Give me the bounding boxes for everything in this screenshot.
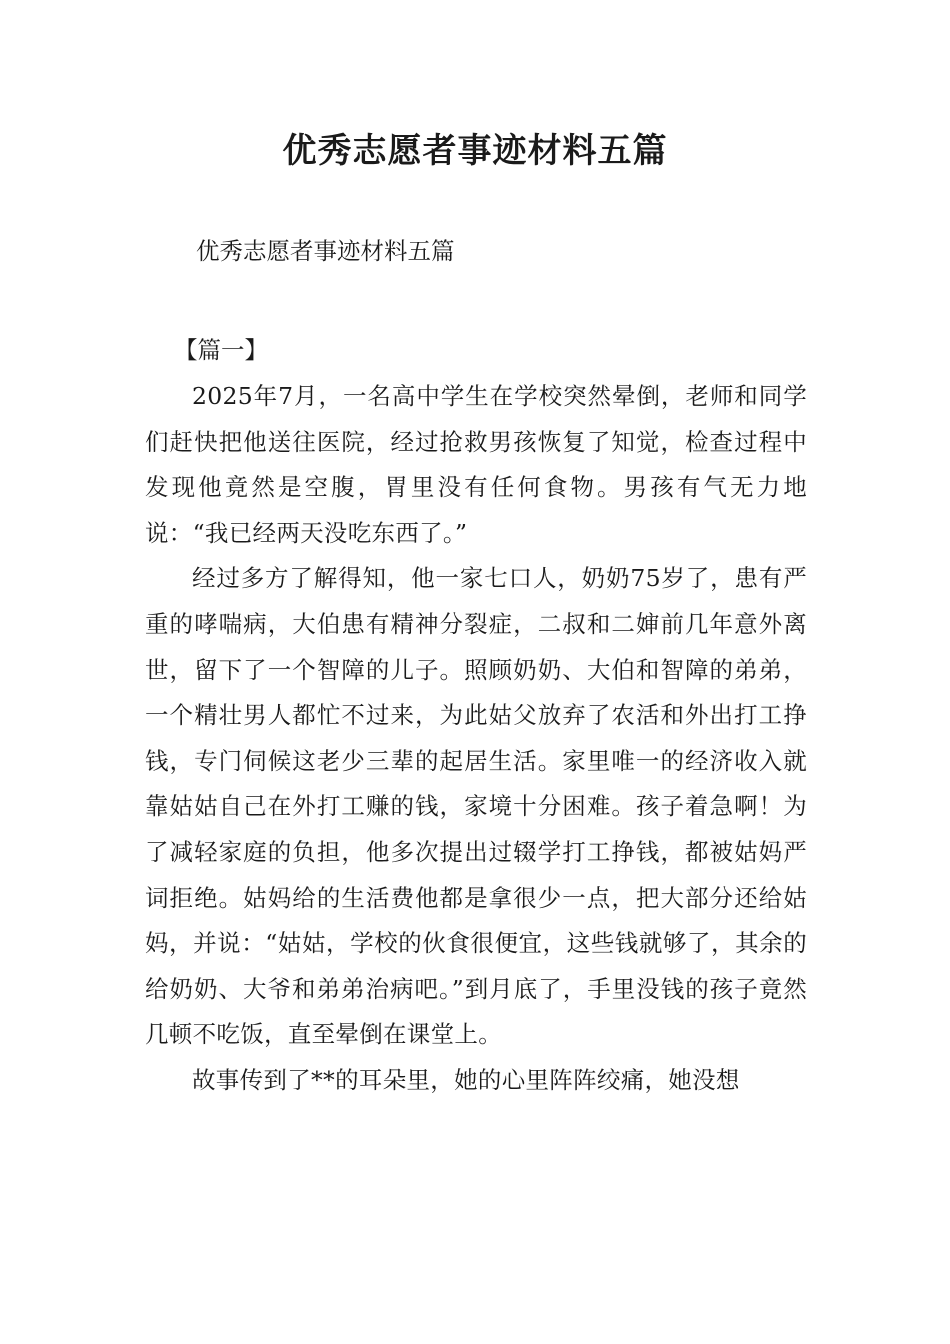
paragraph-2: 经过多方了解得知，他一家七口人，奶奶75岁了，患有严重的哮喘病，大伯患有精神分裂症，二叔和二婶前几年意外离世，留下了一个智障的儿子。照顾奶奶、大伯和智障的弟弟，一个精壮男人都忙不过来，为此姑父放弃了农活和外出打工挣钱，专门伺候这老少三辈的起居生活。家里唯一的经济收入就靠姑姑自己在外打工赚的钱，家境十分困难。孩子着急啊！为了减轻家庭的负担，他多次提出过辍学打工挣钱，都被姑妈严词拒绝。姑妈给的生活费他都是拿很少一点，把大部分还给姑妈，并说：“姑姑，学校的伙食很便宜，这些钱就够了，其余的给奶奶、大爷和弟弟治病吧。”到月底了，手里没钱的孩子竟然几顿不吃饭，直至晕倒在课堂上。: [145, 564, 807, 1049]
section-label: 【篇一】: [174, 336, 268, 364]
body-text: [145, 374, 807, 1104]
paragraph-3: 故事传到了**的耳朵里，她的心里阵阵绞痛，她没想: [192, 1065, 740, 1094]
paragraph-1: 2025年7月，一名高中学生在学校突然晕倒，老师和同学们赶快把他送往医院，经过抢救男孩恢复了知觉，检查过程中发现他竟然是空腹，胃里没有任何食物。男孩有气无力地说：“我已经两天没吃东西了。”: [145, 382, 807, 547]
document-subtitle: 优秀志愿者事迹材料五篇: [196, 237, 455, 265]
page-title: 优秀志愿者事迹材料五篇: [282, 131, 668, 171]
